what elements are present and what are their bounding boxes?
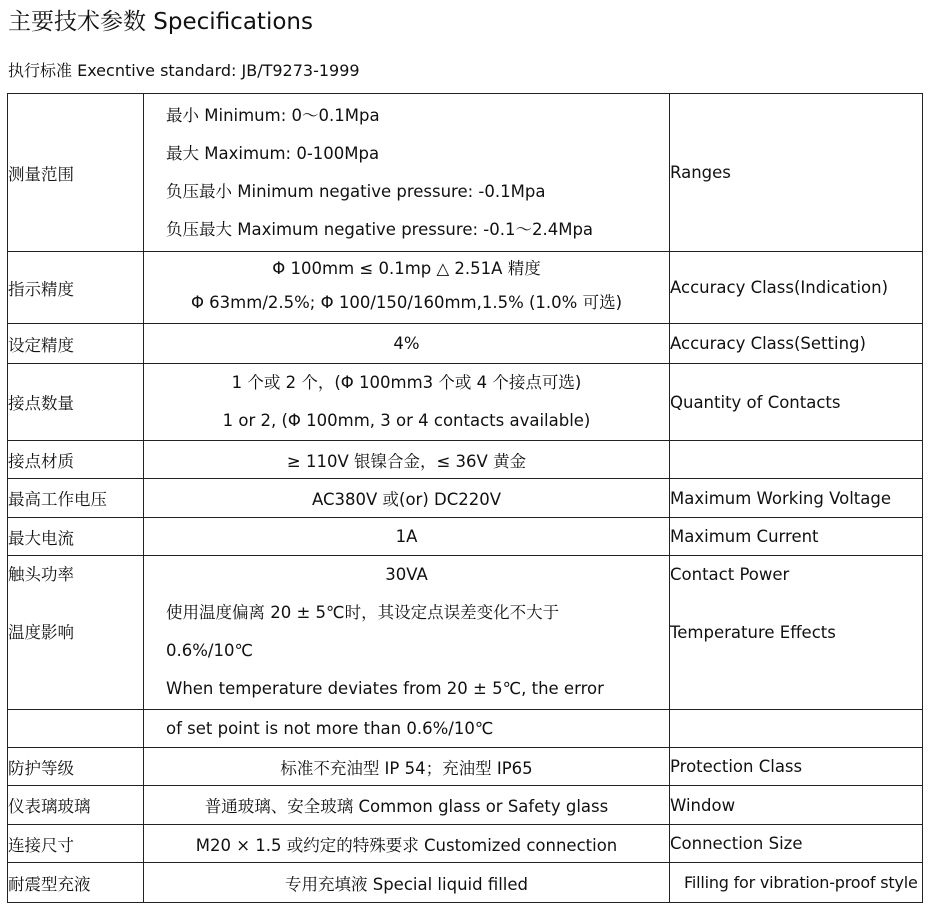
row-label-temp-en: Temperature Effects: [670, 623, 836, 642]
accuracy-line-2: Φ 63mm/2.5%; Φ 100/150/160mm,1.5% (1.0% 可选): [190, 292, 623, 312]
row-label-voltage: 最高工作电压: [8, 479, 144, 518]
row-label-temp-cont-en: [670, 710, 923, 748]
table-row: [8, 710, 923, 748]
row-label-accuracy-indication: 指示精度: [8, 252, 144, 324]
row-label-power-en: Contact Power: [670, 565, 790, 584]
row-label-power: 触头功率: [8, 565, 74, 584]
accuracy-line-1: Φ 100mm ≤ 0.1mp △ 2.51A 精度: [272, 258, 541, 278]
table-row: [8, 252, 923, 324]
accuracy-indication-values: [144, 252, 670, 324]
row-label-current: 最大电流: [8, 518, 144, 556]
contacts-line-en: 1 or 2, (Φ 100mm, 3 or 4 contacts available): [222, 411, 591, 430]
range-neg-maximum: 负压最大 Maximum negative pressure: -0.1～2.4Mpa: [166, 219, 594, 239]
contact-material-value: ≥ 110V 银镍合金，≤ 36V 黄金: [144, 441, 670, 479]
row-label-temp: 温度影响: [8, 623, 74, 642]
table-row: [8, 825, 923, 863]
table-row: [8, 324, 923, 364]
current-value: 1A: [144, 518, 670, 556]
table-row: [8, 863, 923, 903]
connection-value: M20 × 1.5 或约定的特殊要求 Customized connection: [144, 825, 670, 863]
contacts-values: [144, 364, 670, 441]
power-temp-values: [144, 556, 670, 710]
execution-standard: 执行标准 Execntive standard: JB/T9273-1999: [8, 61, 360, 80]
row-label-filling: 耐震型充液: [8, 863, 144, 903]
row-label-contacts-en: Quantity of Contacts: [670, 364, 923, 441]
temp-cont-value: of set point is not more than 0.6%/10℃: [144, 710, 670, 748]
row-label-connection: 连接尺寸: [8, 825, 144, 863]
row-label-power-temp-en: [670, 556, 923, 710]
row-label-temp-cont: [8, 710, 144, 748]
contacts-line-zh: 1 个或 2 个，(Φ 100mm3 个或 4 个接点可选): [231, 373, 582, 392]
table-row: [8, 441, 923, 479]
filling-value: 专用充填液 Special liquid filled: [144, 863, 670, 903]
protection-value: 标准不充油型 IP 54；充油型 IP65: [144, 748, 670, 786]
row-label-protection: 防护等级: [8, 748, 144, 786]
window-value: 普通玻璃、安全玻璃 Common glass or Safety glass: [144, 786, 670, 825]
ranges-values: [144, 94, 670, 252]
row-label-accuracy-setting-en: Accuracy Class(Setting): [670, 324, 923, 364]
range-neg-minimum: 负压最小 Minimum negative pressure: -0.1Mpa: [166, 181, 546, 201]
table-row: [8, 479, 923, 518]
table-row: [8, 556, 923, 710]
row-label-voltage-en: Maximum Working Voltage: [670, 479, 923, 518]
accuracy-setting-value: 4%: [144, 324, 670, 364]
range-minimum: 最小 Minimum: 0～0.1Mpa: [166, 105, 380, 125]
row-label-accuracy-setting: 设定精度: [8, 324, 144, 364]
table-row: [8, 94, 923, 252]
temp-line-2: 0.6%/10℃: [166, 641, 254, 660]
table-row: [8, 786, 923, 825]
row-label-contacts: 接点数量: [8, 364, 144, 441]
row-label-contact-material: 接点材质: [8, 441, 144, 479]
page-title: 主要技术参数 Specifications: [8, 9, 313, 35]
row-label-ranges: 测量范围: [8, 94, 144, 252]
row-label-power-temp: [8, 556, 144, 710]
range-maximum: 最大 Maximum: 0-100Mpa: [166, 143, 380, 163]
row-label-connection-en: Connection Size: [670, 825, 923, 863]
row-label-filling-en: Filling for vibration-proof style: [670, 863, 923, 903]
row-label-ranges-en: Ranges: [670, 94, 923, 252]
row-label-current-en: Maximum Current: [670, 518, 923, 556]
row-label-contact-material-en: [670, 441, 923, 479]
voltage-value: AC380V 或(or) DC220V: [144, 479, 670, 518]
row-label-window: 仪表璃玻璃: [8, 786, 144, 825]
table-row: [8, 518, 923, 556]
spec-table: [7, 93, 923, 903]
temp-line-1: 使用温度偏离 20 ± 5℃时，其设定点误差变化不大于: [166, 603, 560, 622]
row-label-accuracy-indication-en: Accuracy Class(Indication): [670, 252, 923, 324]
row-label-protection-en: Protection Class: [670, 748, 923, 786]
power-value: 30VA: [385, 565, 428, 584]
temp-line-3: When temperature deviates from 20 ± 5℃, the error: [166, 679, 604, 698]
table-row: [8, 364, 923, 441]
table-row: [8, 748, 923, 786]
row-label-window-en: Window: [670, 786, 923, 825]
